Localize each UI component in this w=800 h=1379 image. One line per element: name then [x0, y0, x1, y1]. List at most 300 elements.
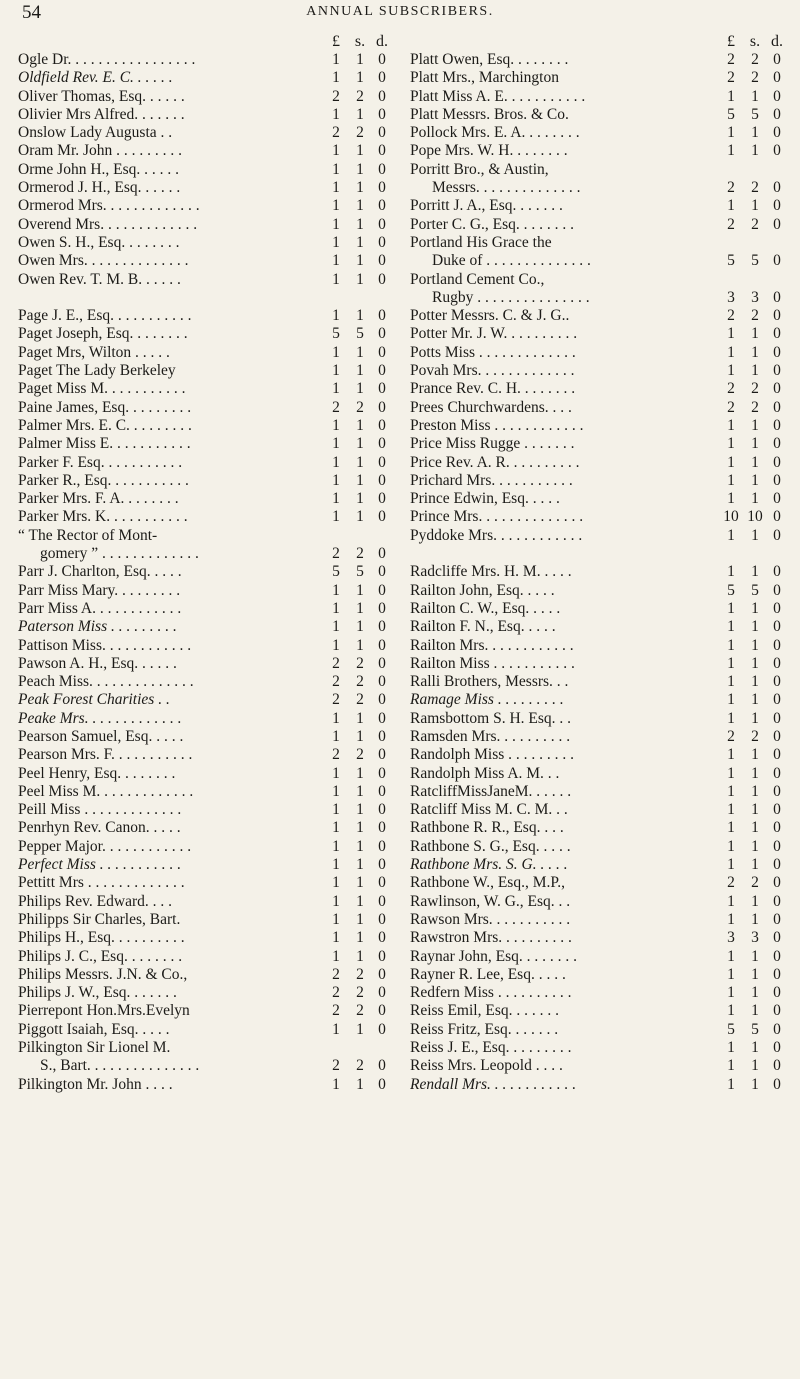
- subscriber-row: [410, 51, 790, 69]
- pounds-amount: 1: [332, 581, 340, 599]
- pounds-amount: 2: [332, 984, 340, 1002]
- pounds-amount: 5: [332, 325, 340, 343]
- subscriber-name: Potter Messrs. C. & J. G..: [410, 307, 570, 325]
- subscriber-row: [410, 161, 790, 179]
- pence-amount: 0: [773, 782, 781, 800]
- pounds-amount: 2: [727, 215, 735, 233]
- pence-amount: 0: [378, 563, 386, 581]
- subscriber-row: [18, 893, 390, 911]
- pence-amount: 0: [773, 727, 781, 745]
- pence-amount: 0: [378, 490, 386, 508]
- subscriber-row: [18, 344, 390, 362]
- subscriber-row: [18, 472, 390, 490]
- subscriber-name: Peel Miss M. . . . . . . . . . . . .: [18, 782, 194, 800]
- pence-amount: 0: [378, 343, 386, 361]
- pence-amount: 0: [773, 691, 781, 709]
- shillings-amount: 1: [751, 87, 759, 105]
- shillings-amount: 2: [356, 1057, 364, 1075]
- pounds-amount: 2: [332, 654, 340, 672]
- pounds-amount: 2: [332, 87, 340, 105]
- pounds-amount: 1: [727, 654, 735, 672]
- shillings-amount: 2: [356, 965, 364, 983]
- subscriber-name: Prince Edwin, Esq. . . . .: [410, 490, 560, 508]
- subscriber-row: [18, 197, 390, 215]
- subscriber-row: [410, 746, 790, 764]
- pence-amount: 0: [773, 526, 781, 544]
- subscriber-name: Philips H., Esq. . . . . . . . . .: [18, 929, 185, 947]
- subscriber-row: [18, 380, 390, 398]
- shillings-amount: 1: [751, 362, 759, 380]
- subscriber-row: [410, 417, 790, 435]
- right-column: [410, 33, 790, 1094]
- pence-amount: 0: [773, 910, 781, 928]
- pence-amount: 0: [773, 618, 781, 636]
- subscriber-name: RatcliffMissJaneM. . . . . .: [410, 782, 572, 800]
- subscriber-row: [18, 435, 390, 453]
- pence-amount: 0: [378, 124, 386, 142]
- subscriber-name: Onslow Lady Augusta . .: [18, 124, 173, 142]
- pounds-amount: 1: [727, 1075, 735, 1093]
- pence-amount: 0: [378, 618, 386, 636]
- subscriber-name: Messrs. . . . . . . . . . . . . .: [432, 179, 581, 197]
- subscriber-name: Rugby . . . . . . . . . . . . . . .: [432, 288, 590, 306]
- shillings-amount: 1: [751, 782, 759, 800]
- pounds-amount: 1: [727, 197, 735, 215]
- pounds-amount: 1: [332, 142, 340, 160]
- subscriber-row: [18, 929, 390, 947]
- shillings-amount: 1: [751, 947, 759, 965]
- pence-amount: 0: [378, 764, 386, 782]
- shillings-amount: 1: [356, 636, 364, 654]
- pounds-amount: 3: [727, 288, 735, 306]
- subscriber-name: Povah Mrs. . . . . . . . . . . . .: [410, 362, 575, 380]
- section-spacer: [18, 289, 390, 307]
- pounds-amount: 1: [332, 270, 340, 288]
- pounds-amount: 1: [332, 1075, 340, 1093]
- subscriber-row: [18, 88, 390, 106]
- pounds-amount: 5: [727, 252, 735, 270]
- page-number: 54: [22, 2, 41, 23]
- subscriber-row: [410, 783, 790, 801]
- subscriber-row: [410, 88, 790, 106]
- subscriber-name: Page J. E., Esq. . . . . . . . . . .: [18, 307, 192, 325]
- pounds-amount: 1: [727, 599, 735, 617]
- subscriber-row: [410, 271, 790, 289]
- pounds-amount: 1: [727, 435, 735, 453]
- pence-amount: 0: [378, 179, 386, 197]
- running-head: ANNUAL SUBSCRIBERS.: [306, 4, 494, 19]
- subscriber-name: Pattison Miss. . . . . . . . . . . .: [18, 636, 192, 654]
- shillings-amount: 1: [356, 856, 364, 874]
- shillings-amount: 1: [356, 160, 364, 178]
- subscriber-name: Pearson Mrs. F. . . . . . . . . . .: [18, 746, 193, 764]
- shillings-amount: 1: [356, 1020, 364, 1038]
- subscriber-row: [18, 746, 390, 764]
- shillings-amount: 2: [751, 51, 759, 68]
- shillings-amount: 1: [356, 874, 364, 892]
- pence-amount: 0: [378, 856, 386, 874]
- subscriber-name: Philips J. W., Esq. . . . . . .: [18, 984, 177, 1002]
- shillings-amount: 1: [356, 929, 364, 947]
- pounds-amount: 1: [727, 764, 735, 782]
- pence-amount: 0: [773, 856, 781, 874]
- pence-amount: 0: [378, 691, 386, 709]
- subscriber-row: [410, 1021, 790, 1039]
- subscriber-row: [18, 911, 390, 929]
- subscriber-row: [410, 819, 790, 837]
- subscriber-row: [410, 1002, 790, 1020]
- shillings-amount: 3: [751, 288, 759, 306]
- pounds-amount: 2: [727, 51, 735, 68]
- subscriber-name: Parker Mrs. K. . . . . . . . . . .: [18, 508, 188, 526]
- subscriber-name: gomery ” . . . . . . . . . . . . .: [40, 545, 199, 563]
- pence-amount: 0: [773, 105, 781, 123]
- pence-amount: 0: [773, 416, 781, 434]
- pounds-amount: 5: [727, 1020, 735, 1038]
- subscriber-name: Owen Mrs. . . . . . . . . . . . . .: [18, 252, 189, 270]
- pence-amount: 0: [773, 51, 781, 68]
- subscriber-name: Pearson Samuel, Esq. . . . .: [18, 727, 184, 745]
- pounds-amount: 1: [727, 1002, 735, 1020]
- subscriber-row: [410, 929, 790, 947]
- subscriber-row: [18, 271, 390, 289]
- shillings-amount: 1: [356, 307, 364, 325]
- pence-amount: 0: [773, 984, 781, 1002]
- shillings-amount: 1: [356, 51, 364, 68]
- pence-amount: 0: [773, 288, 781, 306]
- currency-header: [18, 33, 390, 51]
- pence-amount: 0: [773, 142, 781, 160]
- shillings-amount: 1: [751, 1057, 759, 1075]
- pounds-amount: 2: [727, 874, 735, 892]
- subscriber-row: [18, 216, 390, 234]
- pounds-amount: 2: [727, 380, 735, 398]
- pounds-amount: 5: [727, 581, 735, 599]
- subscriber-name: Philips J. C., Esq. . . . . . . .: [18, 947, 183, 965]
- pence-amount: 0: [378, 819, 386, 837]
- pence-amount: 0: [378, 197, 386, 215]
- subscriber-row: [18, 1076, 390, 1094]
- pence-amount: 0: [378, 160, 386, 178]
- subscriber-row: [410, 380, 790, 398]
- subscriber-row: [18, 1039, 390, 1057]
- subscriber-name: Parker F. Esq. . . . . . . . . . .: [18, 453, 183, 471]
- subscriber-row: [410, 362, 790, 380]
- pence-amount: 0: [773, 124, 781, 142]
- subscriber-name: Platt Miss A. E. . . . . . . . . . .: [410, 87, 586, 105]
- subscriber-row: [410, 69, 790, 87]
- subscriber-name: Rathbone R. R., Esq. . . .: [410, 819, 564, 837]
- pounds-amount: 1: [727, 673, 735, 691]
- subscriber-name: Reiss J. E., Esq. . . . . . . . .: [410, 1039, 572, 1057]
- subscriber-name: Parr Miss A. . . . . . . . . . . .: [18, 599, 182, 617]
- subscriber-name: Parr Miss Mary. . . . . . . . .: [18, 581, 181, 599]
- pounds-amount: 1: [332, 252, 340, 270]
- subscriber-name: Pierrepont Hon.Mrs.Evelyn: [18, 1002, 190, 1020]
- shillings-amount: 1: [356, 837, 364, 855]
- shillings-amount: 1: [356, 508, 364, 526]
- pence-amount: 0: [773, 801, 781, 819]
- shillings-amount: 1: [356, 490, 364, 508]
- pence-amount: 0: [378, 910, 386, 928]
- pounds-amount: 1: [332, 380, 340, 398]
- subscriber-row: [18, 325, 390, 343]
- pence-amount: 0: [378, 233, 386, 251]
- pounds-amount: 1: [727, 563, 735, 581]
- subscriber-row: [410, 197, 790, 215]
- subscriber-row: [18, 966, 390, 984]
- subscriber-name: Parker Mrs. F. A. . . . . . . .: [18, 490, 179, 508]
- subscriber-row: [18, 307, 390, 325]
- subscriber-name: Portland Cement Co.,: [410, 270, 545, 288]
- shillings-amount: 1: [751, 819, 759, 837]
- pence-amount: 0: [773, 215, 781, 233]
- pounds-amount: 1: [332, 910, 340, 928]
- shillings-amount: 2: [356, 545, 364, 563]
- subscriber-name: Ramsbottom S. H. Esq. . .: [410, 709, 572, 727]
- pounds-amount: 2: [727, 179, 735, 197]
- pounds-amount: 1: [332, 233, 340, 251]
- pounds-amount: 1: [727, 453, 735, 471]
- subscriber-name: Platt Mrs., Marchington: [410, 69, 559, 87]
- pounds-header: £: [332, 33, 340, 50]
- shillings-amount: 1: [751, 599, 759, 617]
- subscriber-name: Paget Mrs, Wilton . . . . .: [18, 343, 170, 361]
- pounds-amount: 1: [727, 142, 735, 160]
- pence-amount: 0: [378, 270, 386, 288]
- subscriber-name: Price Miss Rugge . . . . . . .: [410, 435, 575, 453]
- shillings-amount: 2: [356, 124, 364, 142]
- pence-amount: 0: [773, 1039, 781, 1057]
- subscriber-row: [410, 216, 790, 234]
- subscriber-row: [18, 765, 390, 783]
- pence-amount: 0: [378, 837, 386, 855]
- subscriber-row: [410, 234, 790, 252]
- subscriber-name: Rathbone S. G., Esq. . . . .: [410, 837, 571, 855]
- subscriber-row: [410, 801, 790, 819]
- pounds-amount: 1: [332, 709, 340, 727]
- pence-amount: 0: [773, 581, 781, 599]
- subscriber-row: [410, 838, 790, 856]
- pence-amount: 0: [773, 965, 781, 983]
- shillings-amount: 2: [356, 673, 364, 691]
- shillings-amount: 2: [751, 179, 759, 197]
- shillings-amount: 1: [751, 142, 759, 160]
- pence-amount: 0: [773, 764, 781, 782]
- pounds-amount: 2: [332, 691, 340, 709]
- subscriber-name: Prees Churchwardens. . . .: [410, 398, 572, 416]
- subscriber-row: [410, 728, 790, 746]
- subscriber-name: Railton C. W., Esq. . . . .: [410, 599, 561, 617]
- currency-header: [410, 33, 790, 51]
- pounds-amount: 1: [332, 618, 340, 636]
- subscriber-row: [410, 1057, 790, 1075]
- pence-amount: 0: [773, 837, 781, 855]
- pence-amount: 0: [378, 325, 386, 343]
- pounds-amount: 1: [332, 160, 340, 178]
- subscriber-row: [18, 399, 390, 417]
- subscriber-row: [410, 142, 790, 160]
- pounds-amount: 1: [332, 837, 340, 855]
- pounds-amount: 1: [332, 599, 340, 617]
- subscriber-row: [410, 252, 790, 270]
- pounds-amount: 1: [727, 362, 735, 380]
- pounds-amount: 1: [727, 984, 735, 1002]
- subscriber-row: [410, 673, 790, 691]
- subscriber-row: [410, 655, 790, 673]
- subscriber-row: [410, 948, 790, 966]
- pence-amount: 0: [378, 307, 386, 325]
- subscriber-name: Pawson A. H., Esq. . . . . .: [18, 654, 177, 672]
- pence-amount: 0: [773, 1020, 781, 1038]
- subscriber-row: [18, 508, 390, 526]
- shillings-amount: 2: [356, 691, 364, 709]
- shillings-amount: 1: [751, 490, 759, 508]
- pounds-amount: 2: [332, 673, 340, 691]
- shillings-amount: 2: [751, 380, 759, 398]
- pence-amount: 0: [773, 929, 781, 947]
- shillings-amount: 5: [751, 252, 759, 270]
- subscriber-row: [18, 618, 390, 636]
- pence-amount: 0: [378, 215, 386, 233]
- shillings-amount: 1: [751, 801, 759, 819]
- subscriber-name: Perfect Miss . . . . . . . . . . .: [18, 856, 182, 874]
- subscriber-row: [18, 417, 390, 435]
- pence-amount: 0: [773, 654, 781, 672]
- subscriber-name: Railton Miss . . . . . . . . . . .: [410, 654, 575, 672]
- subscriber-row: [18, 454, 390, 472]
- pence-amount: 0: [773, 819, 781, 837]
- subscriber-name: Penrhyn Rev. Canon. . . . .: [18, 819, 181, 837]
- subscriber-row: [18, 691, 390, 709]
- pence-amount: 0: [378, 398, 386, 416]
- subscriber-row: [410, 582, 790, 600]
- shillings-amount: 1: [356, 252, 364, 270]
- subscriber-row: [410, 124, 790, 142]
- pounds-amount: 10: [723, 508, 739, 526]
- subscriber-name: Randolph Miss . . . . . . . . .: [410, 746, 575, 764]
- subscriber-row: [18, 106, 390, 124]
- shillings-amount: 1: [751, 435, 759, 453]
- section-spacer: [410, 545, 790, 563]
- shillings-amount: 1: [751, 856, 759, 874]
- pence-amount: 0: [773, 398, 781, 416]
- subscriber-row: [18, 1002, 390, 1020]
- pounds-amount: 2: [727, 727, 735, 745]
- subscriber-name: Railton F. N., Esq. . . . .: [410, 618, 556, 636]
- shillings-amount: 1: [356, 380, 364, 398]
- shillings-amount: 1: [751, 837, 759, 855]
- subscriber-row: [410, 966, 790, 984]
- shillings-amount: 1: [751, 636, 759, 654]
- pounds-amount: 1: [332, 636, 340, 654]
- shillings-amount: 1: [356, 453, 364, 471]
- pounds-amount: 1: [727, 965, 735, 983]
- pence-amount: 0: [378, 947, 386, 965]
- pence-amount: 0: [773, 508, 781, 526]
- shillings-amount: 1: [751, 618, 759, 636]
- subscriber-name: Redfern Miss . . . . . . . . . .: [410, 984, 572, 1002]
- subscriber-row: [18, 527, 390, 545]
- shillings-amount: 1: [356, 471, 364, 489]
- subscriber-row: [18, 179, 390, 197]
- shillings-amount: 1: [356, 910, 364, 928]
- pence-amount: 0: [773, 179, 781, 197]
- subscriber-row: [18, 1021, 390, 1039]
- subscriber-row: [18, 545, 390, 563]
- subscriber-name: Parker R., Esq. . . . . . . . . . .: [18, 471, 189, 489]
- shillings-amount: 1: [751, 416, 759, 434]
- subscriber-name: Pyddoke Mrs. . . . . . . . . . . .: [410, 526, 583, 544]
- pounds-amount: 1: [727, 124, 735, 142]
- shillings-amount: 1: [356, 416, 364, 434]
- pence-amount: 0: [773, 599, 781, 617]
- subscriber-name: Paine James, Esq. . . . . . . . .: [18, 398, 192, 416]
- shillings-amount: 3: [751, 929, 759, 947]
- subscriber-name: Reiss Emil, Esq. . . . . . .: [410, 1002, 559, 1020]
- pounds-amount: 1: [332, 929, 340, 947]
- pounds-amount: 1: [727, 618, 735, 636]
- pence-amount: 0: [378, 435, 386, 453]
- pounds-amount: 1: [332, 343, 340, 361]
- subscriber-name: Porritt J. A., Esq. . . . . . .: [410, 197, 563, 215]
- pence-amount: 0: [773, 471, 781, 489]
- pounds-amount: 2: [332, 965, 340, 983]
- subscriber-row: [18, 563, 390, 581]
- subscriber-name: Overend Mrs. . . . . . . . . . . . .: [18, 215, 198, 233]
- pounds-amount: 1: [727, 526, 735, 544]
- pence-amount: 0: [773, 197, 781, 215]
- subscriber-row: [410, 600, 790, 618]
- pounds-amount: 1: [332, 435, 340, 453]
- shillings-amount: 2: [356, 87, 364, 105]
- subscriber-row: [410, 1039, 790, 1057]
- subscriber-row: [410, 289, 790, 307]
- pence-amount: 0: [773, 307, 781, 325]
- subscriber-name: Piggott Isaiah, Esq. . . . .: [18, 1020, 170, 1038]
- shillings-amount: 10: [747, 508, 763, 526]
- shillings-amount: 1: [356, 233, 364, 251]
- subscriber-name: Potter Mr. J. W. . . . . . . . . .: [410, 325, 578, 343]
- shillings-amount: 1: [356, 1075, 364, 1093]
- shillings-amount: 1: [356, 764, 364, 782]
- pence-amount: 0: [378, 51, 386, 68]
- pounds-amount: 1: [332, 819, 340, 837]
- subscriber-row: [18, 948, 390, 966]
- pence-amount: 0: [773, 380, 781, 398]
- pence-amount: 0: [773, 874, 781, 892]
- pence-amount: 0: [773, 892, 781, 910]
- pence-amount: 0: [773, 490, 781, 508]
- shillings-amount: 2: [751, 398, 759, 416]
- pence-amount: 0: [773, 636, 781, 654]
- pence-amount: 0: [378, 636, 386, 654]
- subscriber-row: [18, 600, 390, 618]
- subscriber-row: [410, 307, 790, 325]
- subscriber-row: [18, 838, 390, 856]
- subscriber-row: [18, 490, 390, 508]
- subscriber-name: Paterson Miss . . . . . . . . .: [18, 618, 177, 636]
- pence-amount: 0: [378, 508, 386, 526]
- pounds-amount: 1: [332, 947, 340, 965]
- pounds-amount: 1: [332, 179, 340, 197]
- pounds-amount: 3: [727, 929, 735, 947]
- subscriber-row: [18, 252, 390, 270]
- shillings-amount: 1: [751, 453, 759, 471]
- shillings-amount: 1: [751, 1039, 759, 1057]
- subscriber-name: Ormerod Mrs. . . . . . . . . . . . .: [18, 197, 200, 215]
- subscriber-name: Ratcliff Miss M. C. M. . .: [410, 801, 568, 819]
